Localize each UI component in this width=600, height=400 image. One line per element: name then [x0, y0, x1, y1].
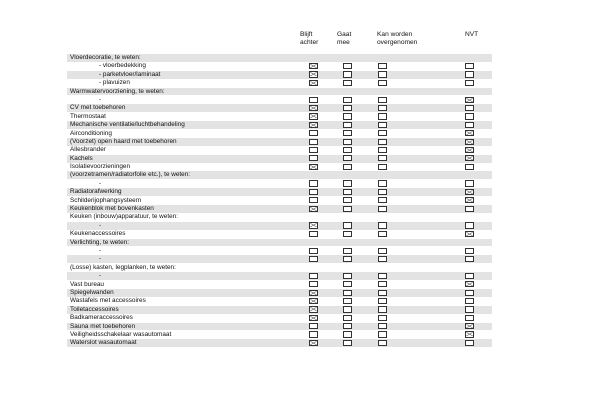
checkbox-nvt[interactable]: [465, 180, 474, 186]
checkbox-nvt[interactable]: [465, 273, 474, 279]
checkbox-nvt[interactable]: [465, 340, 474, 346]
checkbox-nvt[interactable]: [465, 248, 474, 254]
checkbox-nvt[interactable]: [465, 290, 474, 296]
checkbox-gaat[interactable]: [343, 231, 352, 237]
checkbox-nvt[interactable]: [465, 281, 474, 287]
row-label: (Losse) kasten, legplanken, te weten:: [70, 263, 176, 271]
checkbox-blijft[interactable]: [309, 113, 318, 119]
row-label: Badkameraccessoires: [70, 314, 133, 322]
row-label: CV met toebehoren: [70, 104, 126, 112]
checkbox-blijft[interactable]: [309, 147, 318, 153]
check-cross-icon: [310, 72, 317, 76]
checklist-row: [67, 213, 492, 221]
header-line: achter: [300, 39, 319, 46]
header-line: Gaat: [337, 31, 352, 38]
checkbox-nvt[interactable]: [465, 197, 474, 203]
check-cross-icon: [466, 232, 473, 236]
row-label: Kachels: [70, 154, 93, 162]
checkbox-gaat[interactable]: [343, 248, 352, 254]
checklist-row: [67, 138, 492, 146]
checklist-row: [67, 62, 492, 70]
row-label: -: [99, 221, 102, 229]
checkbox-nvt[interactable]: [465, 323, 474, 329]
checkbox-blijft[interactable]: [309, 340, 318, 346]
check-cross-icon: [466, 332, 473, 336]
checklist-row: [67, 96, 492, 104]
checkbox-nvt[interactable]: [465, 256, 474, 262]
checkbox-nvt[interactable]: [465, 105, 474, 111]
checkbox-nvt[interactable]: [465, 139, 474, 145]
checklist-row: [67, 113, 492, 121]
checkbox-blijft[interactable]: [309, 130, 318, 136]
checkbox-kan[interactable]: [378, 189, 387, 195]
checkbox-nvt[interactable]: [465, 147, 474, 153]
check-cross-icon: [466, 198, 473, 202]
check-cross-icon: [310, 207, 317, 211]
checkbox-gaat[interactable]: [343, 222, 352, 228]
checkbox-gaat[interactable]: [343, 139, 352, 145]
check-cross-icon: [466, 148, 473, 152]
checkbox-blijft[interactable]: [309, 290, 318, 296]
checklist-row: [67, 130, 492, 138]
checkbox-blijft[interactable]: [309, 222, 318, 228]
checkbox-blijft[interactable]: [309, 298, 318, 304]
checkbox-nvt[interactable]: [465, 80, 474, 86]
checkbox-nvt[interactable]: [465, 306, 474, 312]
checklist-row: [67, 171, 492, 179]
checkbox-kan[interactable]: [378, 340, 387, 346]
row-label: -: [99, 255, 102, 263]
check-cross-icon: [466, 190, 473, 194]
checkbox-gaat[interactable]: [343, 189, 352, 195]
checkbox-kan[interactable]: [378, 222, 387, 228]
row-label: Vloerdecoratie, te weten:: [70, 54, 141, 61]
checkbox-gaat[interactable]: [343, 80, 352, 86]
checklist-row: [67, 289, 492, 297]
checkbox-kan[interactable]: [378, 80, 387, 86]
checkbox-blijft[interactable]: [309, 197, 318, 203]
check-cross-icon: [310, 307, 317, 311]
checkbox-nvt[interactable]: [465, 189, 474, 195]
row-label: Keuken (inbouw)apparatuur, te weten:: [70, 213, 179, 221]
checkbox-nvt[interactable]: [465, 315, 474, 321]
checkbox-kan[interactable]: [378, 256, 387, 262]
header-line: Kan worden: [377, 31, 413, 38]
checkbox-gaat[interactable]: [343, 273, 352, 279]
checkbox-kan[interactable]: [378, 298, 387, 304]
checklist-row: [67, 79, 492, 87]
checkbox-kan[interactable]: [378, 155, 387, 161]
checkbox-kan[interactable]: [378, 323, 387, 329]
checkbox-kan[interactable]: [378, 197, 387, 203]
checklist-row: [67, 180, 492, 188]
checkbox-blijft[interactable]: [309, 256, 318, 262]
checkbox-gaat[interactable]: [343, 197, 352, 203]
checklist-row: [67, 281, 492, 289]
row-label: Mechanische ventilatie/luchtbehandeling: [70, 121, 185, 129]
checkbox-nvt[interactable]: [465, 298, 474, 304]
checkbox-nvt[interactable]: [465, 71, 474, 77]
checkbox-kan[interactable]: [378, 331, 387, 337]
checkbox-gaat[interactable]: [343, 206, 352, 212]
checkbox-blijft[interactable]: [309, 164, 318, 170]
checkbox-nvt[interactable]: [465, 331, 474, 337]
checklist-rows: [67, 54, 492, 348]
checkbox-kan[interactable]: [378, 147, 387, 153]
checklist-row: [67, 205, 492, 213]
row-label: Allesbrander: [70, 146, 106, 154]
checkbox-kan[interactable]: [378, 105, 387, 111]
row-label: Veiligheidsschakelaar wasautomaat: [70, 330, 172, 338]
row-label: Waterslot wasautomaat: [70, 339, 137, 347]
checkbox-kan[interactable]: [378, 113, 387, 119]
checkbox-blijft[interactable]: [309, 306, 318, 312]
checklist-row: [67, 188, 492, 196]
check-cross-icon: [466, 131, 473, 135]
checkbox-kan[interactable]: [378, 122, 387, 128]
checkbox-gaat[interactable]: [343, 290, 352, 296]
header-blijft-achter: [300, 31, 318, 47]
checkbox-blijft[interactable]: [309, 315, 318, 321]
checkbox-blijft[interactable]: [309, 323, 318, 329]
checkbox-kan[interactable]: [378, 281, 387, 287]
check-cross-icon: [310, 114, 317, 118]
checklist-row: [67, 255, 492, 263]
checkbox-gaat[interactable]: [343, 180, 352, 186]
checklist-row: [67, 197, 492, 205]
checklist-row: [67, 272, 492, 280]
checkbox-gaat[interactable]: [343, 63, 352, 69]
checklist-row: [67, 297, 492, 305]
checklist-row: [67, 264, 492, 272]
checkbox-kan[interactable]: [378, 97, 387, 103]
row-label: - plavuizen: [99, 79, 130, 87]
checklist-row: [67, 88, 492, 96]
check-cross-icon: [310, 341, 317, 345]
checkbox-kan[interactable]: [378, 273, 387, 279]
row-label: Vast bureau: [70, 280, 104, 288]
checkbox-gaat[interactable]: [343, 340, 352, 346]
checklist-row: [67, 314, 492, 322]
checkbox-gaat[interactable]: [343, 97, 352, 103]
checkbox-blijft[interactable]: [309, 139, 318, 145]
checklist-row: [67, 163, 492, 171]
checkbox-nvt[interactable]: [465, 122, 474, 128]
row-label: Keukenblok met bovenkasten: [70, 205, 154, 213]
checkbox-gaat[interactable]: [343, 323, 352, 329]
checkbox-blijft[interactable]: [309, 122, 318, 128]
checkbox-kan[interactable]: [378, 306, 387, 312]
checkbox-gaat[interactable]: [343, 256, 352, 262]
row-label: Keukenaccessoires: [70, 230, 126, 238]
checkbox-blijft[interactable]: [309, 80, 318, 86]
check-cross-icon: [310, 299, 317, 303]
checkbox-nvt[interactable]: [465, 63, 474, 69]
row-label: -: [99, 95, 102, 103]
row-label: Verlichting, te weten:: [70, 238, 129, 246]
checkbox-gaat[interactable]: [343, 315, 352, 321]
check-cross-icon: [310, 106, 317, 110]
check-cross-icon: [466, 282, 473, 286]
row-label: - parketvloer/laminaat: [99, 70, 161, 78]
check-cross-icon: [310, 316, 317, 320]
checkbox-gaat[interactable]: [343, 281, 352, 287]
checkbox-gaat[interactable]: [343, 147, 352, 153]
header-line: NVT: [465, 31, 479, 38]
checkbox-nvt[interactable]: [465, 155, 474, 161]
check-cross-icon: [310, 64, 317, 68]
header-line: overgenomen: [377, 39, 418, 46]
checklist-row: [67, 222, 492, 230]
checklist-row: [67, 339, 492, 347]
check-cross-icon: [466, 324, 473, 328]
row-label: Sauna met toebehoren: [70, 322, 136, 330]
row-label: (voorzetramen/radiatorfolie etc.), te weten:: [70, 171, 191, 179]
checkbox-blijft[interactable]: [309, 105, 318, 111]
header-line: mee: [337, 39, 350, 46]
checkbox-blijft[interactable]: [309, 63, 318, 69]
row-label: Warmwatervoorziening, te weten:: [70, 87, 165, 95]
checkbox-gaat[interactable]: [343, 164, 352, 170]
checkbox-kan[interactable]: [378, 63, 387, 69]
checklist-row: [67, 104, 492, 112]
checkbox-kan[interactable]: [378, 139, 387, 145]
checkbox-nvt[interactable]: [465, 231, 474, 237]
checklist-row: [67, 155, 492, 163]
checkbox-kan[interactable]: [378, 164, 387, 170]
checklist-row: [67, 71, 492, 79]
check-cross-icon: [310, 291, 317, 295]
checklist-row: [67, 306, 492, 314]
checkbox-kan[interactable]: [378, 130, 387, 136]
checkbox-blijft[interactable]: [309, 231, 318, 237]
header-line: Blijft: [300, 31, 313, 38]
checkbox-nvt[interactable]: [465, 222, 474, 228]
check-cross-icon: [310, 81, 317, 85]
row-label: Isolatievoorzieningen: [70, 163, 131, 171]
checkbox-kan[interactable]: [378, 231, 387, 237]
checkbox-nvt[interactable]: [465, 130, 474, 136]
row-label: -: [99, 272, 102, 280]
checkbox-gaat[interactable]: [343, 331, 352, 337]
header-nvt: [465, 31, 478, 39]
checkbox-blijft[interactable]: [309, 206, 318, 212]
checkbox-gaat[interactable]: [343, 298, 352, 304]
checkbox-kan[interactable]: [378, 206, 387, 212]
checkbox-blijft[interactable]: [309, 248, 318, 254]
check-cross-icon: [310, 165, 317, 169]
checklist-row: [67, 121, 492, 129]
checkbox-blijft[interactable]: [309, 273, 318, 279]
checkbox-gaat[interactable]: [343, 122, 352, 128]
checkbox-kan[interactable]: [378, 180, 387, 186]
header-kan-worden-overgenomen: [377, 31, 417, 47]
checkbox-gaat[interactable]: [343, 113, 352, 119]
checkbox-blijft[interactable]: [309, 180, 318, 186]
checklist-row: [67, 54, 492, 62]
checklist-row: [67, 331, 492, 339]
row-label: Spiegelwanden: [70, 288, 114, 296]
row-label: Airconditioning: [70, 129, 112, 137]
checkbox-blijft[interactable]: [309, 189, 318, 195]
checkbox-blijft[interactable]: [309, 281, 318, 287]
row-label: -: [99, 246, 102, 254]
checkbox-blijft[interactable]: [309, 97, 318, 103]
header-gaat-mee: [337, 31, 351, 47]
row-label: -: [99, 179, 102, 187]
check-cross-icon: [310, 123, 317, 127]
row-label: Schilderijophangsysteem: [70, 196, 142, 204]
checkbox-gaat[interactable]: [343, 306, 352, 312]
checklist-row: [67, 230, 492, 238]
checkbox-nvt[interactable]: [465, 113, 474, 119]
checkbox-nvt[interactable]: [465, 164, 474, 170]
checkbox-kan[interactable]: [378, 71, 387, 77]
checkbox-kan[interactable]: [378, 290, 387, 296]
checkbox-gaat[interactable]: [343, 155, 352, 161]
check-cross-icon: [466, 140, 473, 144]
check-cross-icon: [466, 156, 473, 160]
checkbox-blijft[interactable]: [309, 331, 318, 337]
checklist-row: [67, 239, 492, 247]
row-label: Toiletaccessoires: [70, 305, 119, 313]
row-label: Radiatorafwerking: [70, 188, 122, 196]
checkbox-gaat[interactable]: [343, 130, 352, 136]
checklist-row: [67, 146, 492, 154]
checklist-row: [67, 323, 492, 331]
checkbox-blijft[interactable]: [309, 155, 318, 161]
checkbox-gaat[interactable]: [343, 71, 352, 77]
row-label: (Voorzet) open haard met toebehoren: [70, 137, 177, 145]
checkbox-nvt[interactable]: [465, 97, 474, 103]
checkbox-blijft[interactable]: [309, 71, 318, 77]
row-label: Thermostaat: [70, 112, 106, 120]
check-cross-icon: [466, 98, 473, 102]
row-label: Wastafels met accessoires: [70, 297, 146, 305]
checkbox-nvt[interactable]: [465, 206, 474, 212]
checkbox-kan[interactable]: [378, 315, 387, 321]
checkbox-kan[interactable]: [378, 248, 387, 254]
checklist-row: [67, 247, 492, 255]
row-label: - vloerbedekking: [99, 62, 146, 70]
checkbox-gaat[interactable]: [343, 105, 352, 111]
check-cross-icon: [310, 223, 317, 227]
